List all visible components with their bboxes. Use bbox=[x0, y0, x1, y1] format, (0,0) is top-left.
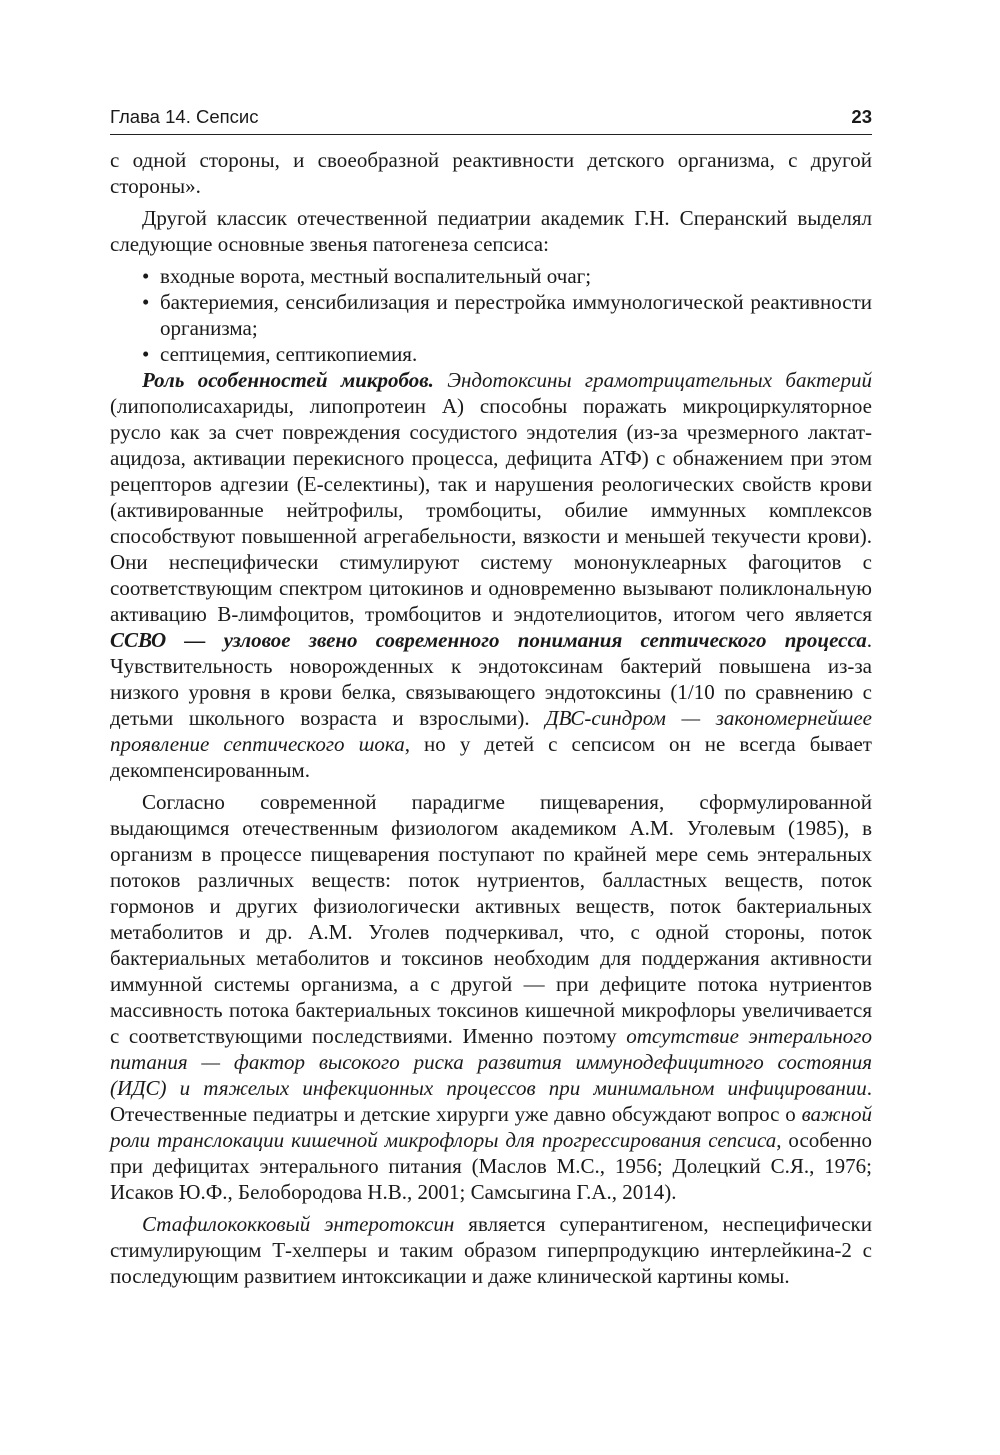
emphasis-text: Эндотоксины грамотрицательных бактерий bbox=[447, 368, 872, 392]
text-span: . Отечественные педиатры и детские хирурги уже давно обсуждают вопрос о bbox=[110, 1076, 872, 1126]
list-item: • бактериемия, сенсибилизация и перестройка иммунологической реактивности организма; bbox=[142, 289, 872, 341]
pathogenesis-list bbox=[110, 263, 872, 367]
page-number: 23 bbox=[851, 106, 872, 127]
text-span: . Чувствительность новорожденных к эндотоксинам бактерий повышена из-за низкого уровня в крови белка, связывающего эндотоксины (1/10 по сравнению с детьми школьного возраста и взрослыми). bbox=[110, 628, 872, 730]
text-span bbox=[434, 368, 447, 392]
text-span: является суперантигеном, неспецифически стимулирующим Т-хелперы и таким образом гиперпродукцию интерлейкина-2 с последующим развитием интоксикации и даже клинической картины комы. bbox=[110, 1212, 872, 1288]
emphasis-text: Стафилококковый энтеротоксин bbox=[142, 1212, 455, 1236]
paragraph-speransky: Другой классик отечественной педиатрии академик Г.Н. Сперанский выделял следующие основные звенья патогенеза сепсиса: bbox=[110, 206, 872, 256]
list-item: • септицемия, септикопиемия. bbox=[142, 341, 872, 367]
paragraph-digestion bbox=[110, 789, 872, 1205]
running-header bbox=[110, 104, 872, 135]
section-lead: Роль особенностей микробов. bbox=[142, 368, 434, 392]
text-span: (липополисахариды, липопротеин А) способны поражать микроциркуляторное русло как за счет повреждения сосудистого эндотелия (из-за чрезмерного лактат-ацидоза, активации перекисного процесса, дефицита АТФ) с обнажением при этом рецепторов адгезии (Е-селектины), так и нарушения реологических свойств крови (активированные нейтрофилы, тромбоциты, обилие иммунных комплексов способствуют повышенной агрегабельности, вязкости и меньшей текучести крови). Они неспецифически стимулируют систему мононуклеарных фагоцитов с соответствующим спектром цитокинов и одновременно вызывают поликлональную активацию В-лимфоцитов, тромбоцитов и эндотелиоцитов, итогом чего является bbox=[110, 394, 872, 626]
chapter-title: Глава 14. Сепсис bbox=[110, 106, 259, 127]
paragraph-continued: с одной стороны, и своеобразной реактивности детского организма, с другой стороны». bbox=[110, 148, 872, 198]
text-span: Согласно современной парадигме пищеварения, сформулированной выдающимся отечественным физиологом академиком А.М. Уголевым (1985), в организм в процессе пищеварения поступают по крайней мере семь энтеральных потоков различных веществ: поток нутриентов, балластных веществ, поток гормонов и других физиологически активных веществ, поток бактериальных метаболитов и др. А.М. Уголев подчеркивал, что, с одной стороны, поток бактериальных метаболитов и токсинов необходим для поддержания активности иммунной системы организма, а с другой — при дефиците потока нутриентов массивность потока бактериальных токсинов кишечной микрофлоры увеличивается с соответствующими последствиями. Именно поэтому bbox=[110, 790, 872, 1048]
emphasis-text: ДВС-синдром — закономернейшее проявление септического шока bbox=[110, 706, 872, 756]
emphasis-text: отсутствие энтерального питания — фактор высокого риска развития иммунодефицитного состояния (ИДС) и тяжелых инфекционных процессов при минимальном инфицировании bbox=[110, 1024, 872, 1100]
text-span: , но у детей с сепсисом он не всегда бывает декомпенсированным. bbox=[110, 732, 872, 782]
body-text bbox=[110, 147, 872, 1295]
list-item: • входные ворота, местный воспалительный очаг; bbox=[142, 263, 872, 289]
paragraph-microbes bbox=[110, 367, 872, 783]
text-span: , особенно при дефицитах энтерального питания (Маслов М.С., 1956; Долецкий С.Я., 1976; Исаков Ю.Ф., Белобородова Н.В., 2001; Самсыгина Г.А., 2014). bbox=[110, 1128, 872, 1204]
emphasis-bold-text: ССВО — узловое звено современного понимания септического процесса bbox=[110, 628, 867, 652]
paragraph-enterotoxin bbox=[110, 1211, 872, 1289]
emphasis-text: важной роли транслокации кишечной микрофлоры для прогрессирования сепсиса bbox=[110, 1102, 872, 1152]
